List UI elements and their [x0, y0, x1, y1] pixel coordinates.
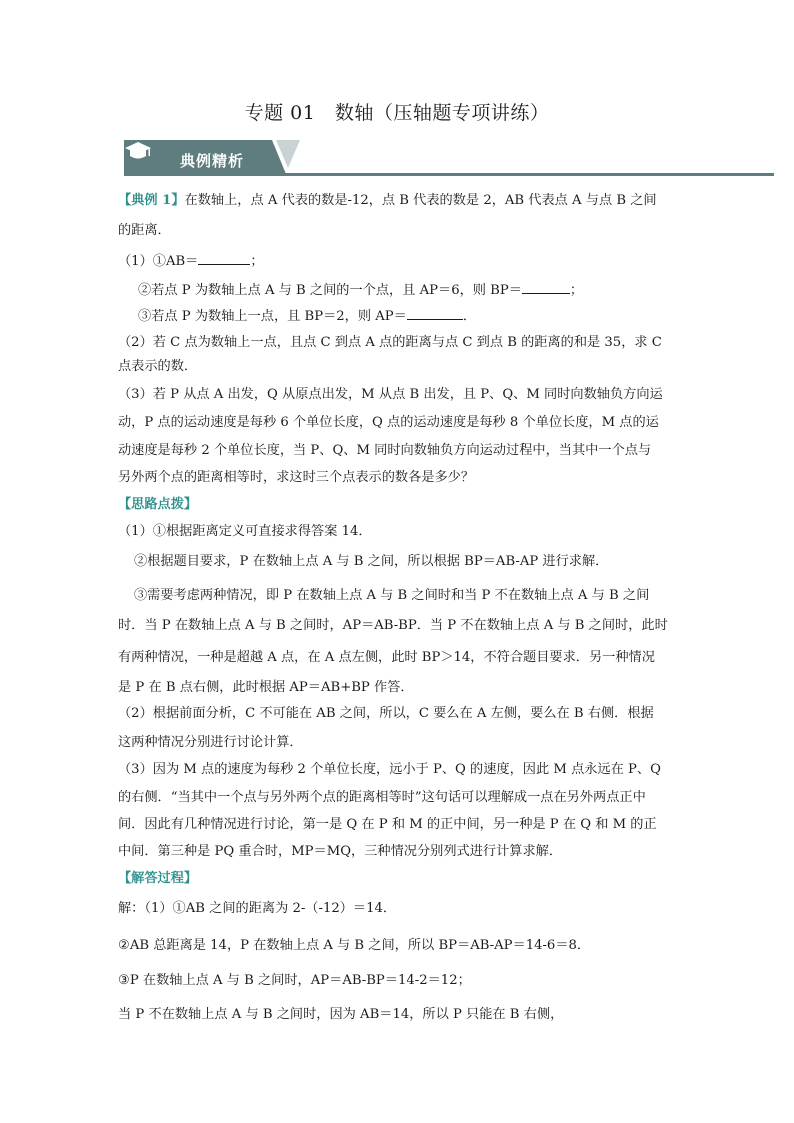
banner-label: 典例精析	[180, 152, 245, 170]
question-1b: ②若点 P 为数轴上点 A 与 B 之间的一个点，且 AP＝6，则 BP＝ ；	[138, 280, 583, 300]
example-tag: 【典例 1】	[118, 193, 185, 208]
solution-line: 解：（1）①AB 之间的距离为 2-（-12）＝14．	[118, 901, 397, 916]
hint-tag: 【思路点拨】	[118, 497, 198, 512]
hint-line: 时．当 P 在数轴上点 A 与 B 之间时，AP＝AB-BP．当 P 不在数轴上点 A 与 B 之间时，此时	[118, 618, 668, 633]
section-banner	[124, 140, 774, 180]
hint-line: 的右侧．“当其中一个点与另外两个点的距离相等时”这句话可以理解成一点在另外两点正中	[118, 790, 646, 805]
graduation-cap-icon	[124, 140, 152, 162]
hint-line: 是 P 在 B 点右侧，此时根据 AP＝AB+BP 作答．	[118, 680, 414, 695]
page-title: 专题 01 数轴（压轴题专项讲练）	[244, 102, 550, 124]
hint-line: ③需要考虑两种情况，即 P 在数轴上点 A 与 B 之间时和当 P 不在数轴上点 A 与 B 之间	[134, 588, 650, 603]
solution-line: ③P 在数轴上点 A 与 B 之间时，AP＝AB-BP＝14-2＝12；	[118, 973, 471, 988]
answer-blank	[198, 251, 250, 265]
answer-blank	[407, 306, 463, 320]
hint-line: （1）①根据距离定义可直接求得答案 14．	[118, 524, 372, 539]
solution-line: 当 P 不在数轴上点 A 与 B 之间时，因为 AB＝14，所以 P 只能在 B 右侧，	[118, 1007, 564, 1022]
answer-blank	[522, 280, 570, 294]
hint-line: （2）根据前面分析，C 不可能在 AB 之间，所以，C 要么在 A 左侧，要么在 B 右侧．根据	[118, 706, 654, 721]
question-2-line-1: （2）若 C 点为数轴上一点，且点 C 到点 A 点的距离与点 C 到点 B 的距离的和是 35，求 C	[118, 335, 662, 350]
solution-tag: 【解答过程】	[118, 871, 198, 886]
example-intro-line-1: 【典例 1】在数轴上，点 A 代表的数是-12，点 B 代表的数是 2，AB 代表点 A 与点 B 之间	[118, 193, 657, 208]
question-3-line-4: 另外两个点的距离相等时，求这时三个点表示的数各是多少？	[118, 470, 475, 485]
solution-line: ②AB 总距离是 14，P 在数轴上点 A 与 B 之间，所以 BP＝AB-AP＝14-6＝8．	[118, 938, 591, 953]
hint-line: 有两种情况，一种是超越 A 点，在 A 点左侧，此时 BP＞14，不符合题目要求．另一种情况	[118, 650, 655, 665]
question-3-line-1: （3）若 P 从点 A 出发，Q 从原点出发，M 从点 B 出发，且 P、Q、M 同时向数轴负方向运	[118, 387, 663, 402]
hint-line: （3）因为 M 点的速度为每秒 2 个单位长度，远小于 P、Q 的速度，因此 M 点永远在 P、Q	[118, 762, 661, 777]
question-3-line-3: 动速度是每秒 2 个单位长度，当 P、Q、M 同时向数轴负方向运动过程中，当其中一个点与	[118, 443, 652, 458]
example-intro-line-2: 的距离．	[118, 223, 171, 238]
hint-line: 这两种情况分别进行讨论计算．	[118, 735, 303, 750]
hint-line: ②根据题目要求，P 在数轴上点 A 与 B 之间，所以根据 BP＝AB-AP 进行求解．	[134, 554, 609, 569]
question-3-line-2: 动，P 点的运动速度是每秒 6 个单位长度，Q 点的运动速度是每秒 8 个单位长度，M 点的运	[118, 415, 659, 430]
hint-line: 中间．第三种是 PQ 重合时，MP＝MQ，三种情况分别列式进行计算求解．	[118, 844, 563, 859]
question-1c: ③若点 P 为数轴上一点，且 BP＝2，则 AP＝ ．	[138, 306, 476, 326]
hint-line: 间．因此有几种情况进行讨论，第一是 Q 在 P 和 M 的正中间，另一种是 P 在 Q 和 M 的正	[118, 817, 657, 832]
question-1a: （1）①AB＝ ；	[118, 251, 264, 271]
question-2-line-2: 点表示的数．	[118, 359, 198, 374]
